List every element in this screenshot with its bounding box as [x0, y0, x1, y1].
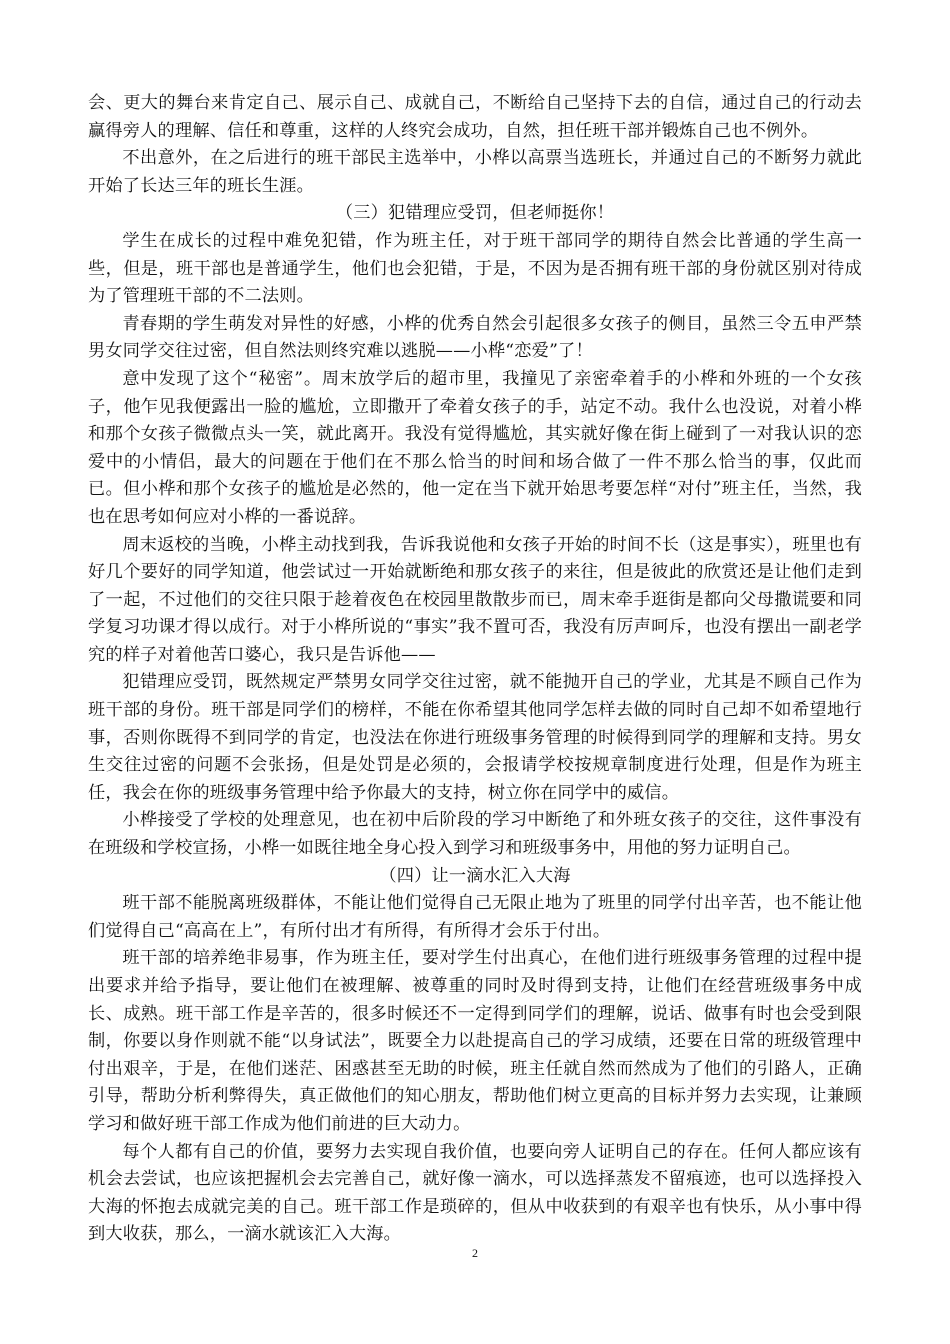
- page-content: [88, 90, 862, 1249]
- paragraph-continued: 会、更大的舞台来肯定自己、展示自己、成就自己，不断给自己坚持下去的自信，通过自己的行动去赢得旁人的理解、信任和尊重，这样的人终究会成功，自然，担任班干部并锻炼自己也不例外。: [88, 93, 862, 141]
- paragraph: 犯错理应受罚，既然规定严禁男女同学交往过密，就不能抛开自己的学业，尤其是不顾自己作为班干部的身份。班干部是同学们的榜样，不能在你希望其他同学怎样去做的同时自己却不如希望地行事，否则你既得不到同学的肯定，也没法在你进行班级事务管理的时候得到同学的理解和支持。男女生交往过密的问题不会张扬，但是处罚是必须的，会报请学校按规章制度进行处理，但是作为班主任，我会在你的班级事务管理中给予你最大的支持，树立你在同学中的威信。: [88, 672, 862, 803]
- paragraph: 每个人都有自己的价值，要努力去实现自我价值，也要向旁人证明自己的存在。任何人都应该有机会去尝试，也应该把握机会去完善自己，就好像一滴水，可以选择蒸发不留痕迹，也可以选择投入大海的怀抱去成就完美的自己。班干部工作是琐碎的，但从中收获到的有艰辛也有快乐，从小事中得到大收获，那么，一滴水就该汇入大海。: [88, 1141, 862, 1245]
- paragraph: 班干部不能脱离班级群体，不能让他们觉得自己无限止地为了班里的同学付出辛苦，也不能让他们觉得自己“高高在上”，有所付出才有所得，有所得才会乐于付出。: [88, 893, 862, 941]
- paragraph: 不出意外，在之后进行的班干部民主选举中，小桦以高票当选班长，并通过自己的不断努力就此开始了长达三年的班长生涯。: [88, 148, 862, 196]
- paragraph: 学生在成长的过程中难免犯错，作为班主任，对于班干部同学的期待自然会比普通的学生高一些，但是，班干部也是普通学生，他们也会犯错，于是，不因为是否拥有班干部的身份就区别对待成为了管理班干部的不二法则。: [88, 230, 862, 307]
- paragraph: 小桦接受了学校的处理意见，也在初中后阶段的学习中断绝了和外班女孩子的交往，这件事没有在班级和学校宣扬，小桦一如既往地全身心投入到学习和班级事务中，用他的努力证明自己。: [88, 810, 862, 859]
- section-heading-4: （四）让一滴水汇入大海: [379, 865, 571, 886]
- paragraph: 意中发现了这个“秘密”。周末放学后的超市里，我撞见了亲密牵着手的小桦和外班的一个女孩子，他乍见我便露出一脸的尴尬，立即撒开了牵着女孩子的手，站定不动。我什么也没说，对着小桦和那个女孩子微微点头一笑，就此离开。我没有觉得尴尬，其实就好像在街上碰到了一对我认识的恋爱中的小情侣，最大的问题在于他们在不那么恰当的时间和场合做了一件不那么恰当的事，仅此而已。但小桦和那个女孩子的尴尬是必然的，他一定在当下就开始思考要怎样“对付”班主任，当然，我也在思考如何应对小桦的一番说辞。: [88, 368, 862, 527]
- page-number: 2: [472, 1246, 478, 1260]
- paragraph: 青春期的学生萌发对异性的好感，小桦的优秀自然会引起很多女孩子的侧目，虽然三令五申严禁男女同学交往过密，但自然法则终究难以逃脱——小桦“恋爱”了！: [88, 313, 862, 362]
- paragraph: 周末返校的当晚，小桦主动找到我，告诉我说他和女孩子开始的时间不长（这是事实），班里也有好几个要好的同学知道，他尝试过一开始就断绝和那女孩子的来往，但是彼此的欣赏还是让他们走到了一起，不过他们的交往只限于趁着夜色在校园里散散步而已，周末牵手逛街是都向父母撒谎要和同学复习功课才得以成行。对于小桦所说的“事实”我不置可否，我没有厉声呵斥，也没有摆出一副老学究的样子对着他苦口婆心，我只是告诉他——: [88, 534, 862, 665]
- paragraph: 班干部的培养绝非易事，作为班主任，要对学生付出真心，在他们进行班级事务管理的过程中提出要求并给予指导，要让他们在被理解、被尊重的同时及时得到支持，让他们在经营班级事务中成长、成熟。班干部工作是辛苦的，很多时候还不一定得到同学们的理解，说话、做事有时也会受到限制，你要以身作则就不能“以身试法”，既要全力以赴提高自己的学习成绩，还要在日常的班级管理中付出艰辛，于是，在他们迷茫、困惑甚至无助的时候，班主任就自然而然成为了他们的引路人，正确引导，帮助分析利弊得失，真正做他们的知心朋友，帮助他们树立更高的目标并努力去实现，让兼顾学习和做好班干部工作成为他们前进的巨大动力。: [88, 948, 862, 1134]
- section-heading-3: （三）犯错理应受罚，但老师挺你！: [335, 203, 615, 224]
